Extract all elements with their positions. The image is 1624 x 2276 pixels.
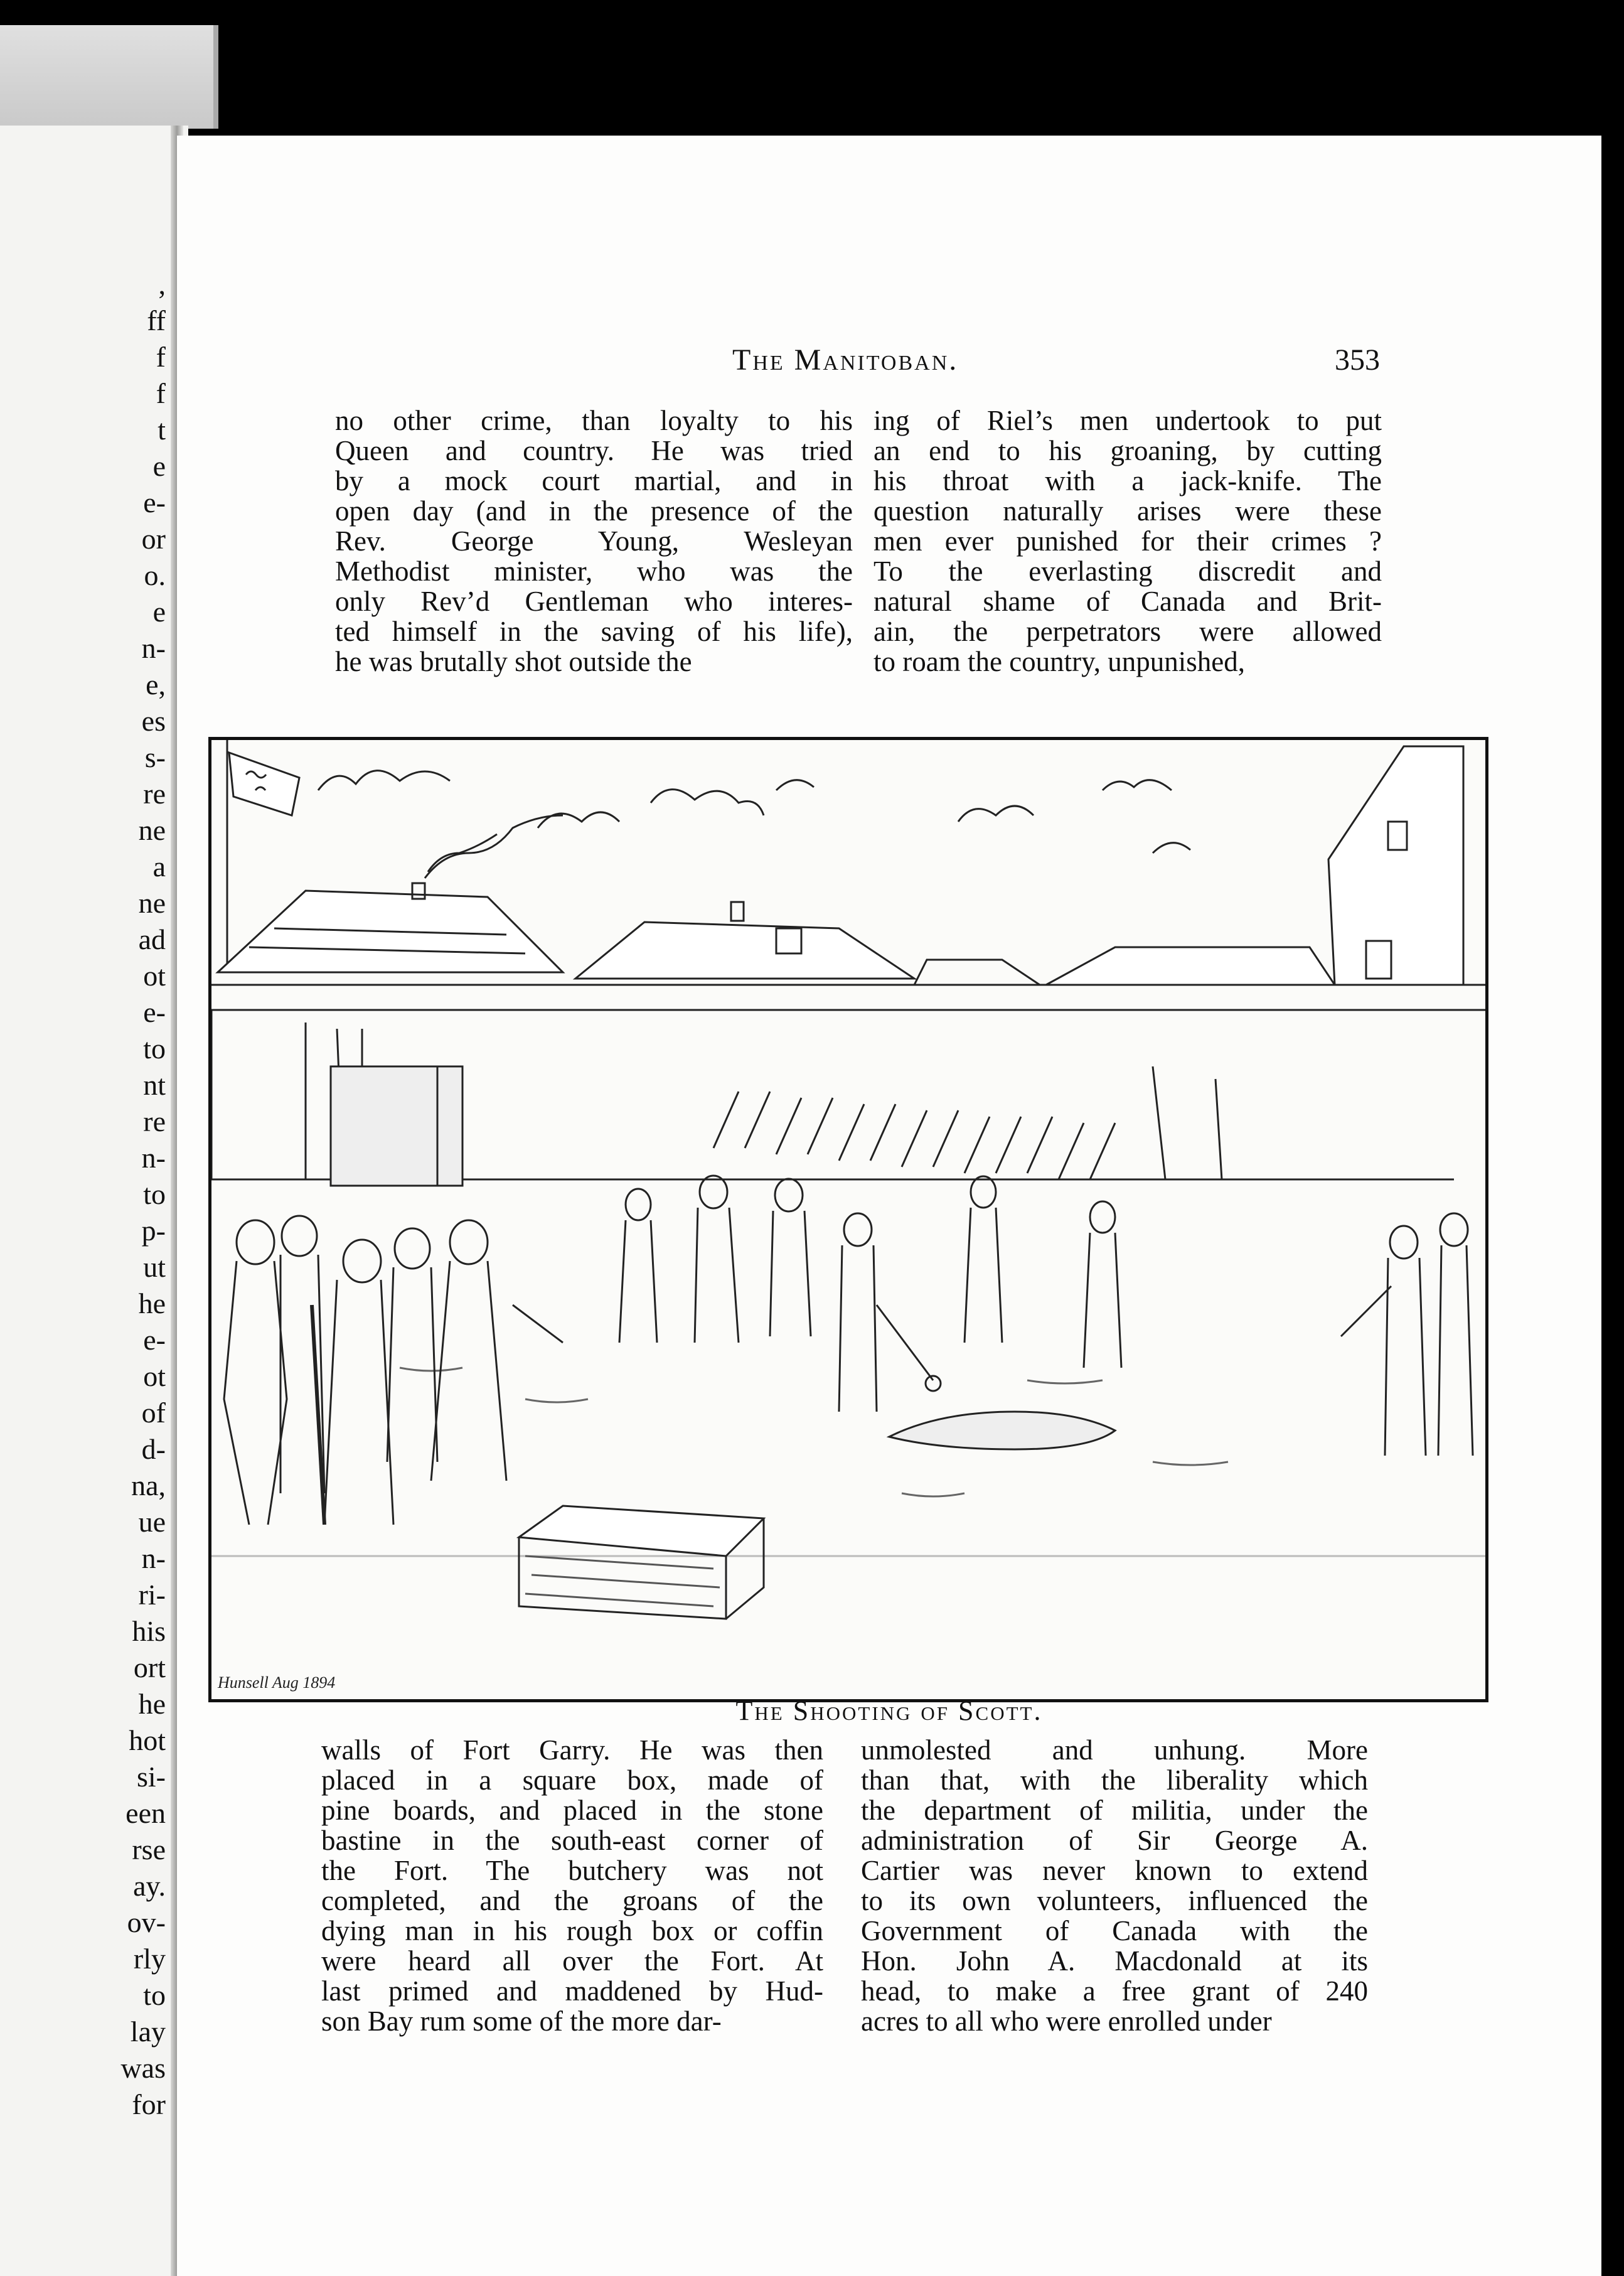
text-line: the department of militia, under the bbox=[861, 1795, 1368, 1826]
left-page-fragment: of bbox=[141, 1397, 166, 1429]
running-title: The Manitoban. bbox=[732, 343, 959, 377]
page-number: 353 bbox=[1335, 343, 1380, 377]
stacked-page-edge bbox=[0, 25, 218, 129]
left-page-fragment: a bbox=[152, 851, 166, 883]
text-line: bastine in the south-east corner of bbox=[321, 1825, 823, 1856]
building-roof-right bbox=[1046, 947, 1335, 985]
left-page-fragment: een bbox=[126, 1797, 166, 1829]
text-line: were heard all over the Fort. At bbox=[321, 1945, 823, 1977]
text-line: administration of Sir George A. bbox=[861, 1825, 1368, 1856]
left-page-fragment: to bbox=[143, 1178, 166, 1210]
left-page-fragment: hot bbox=[129, 1724, 166, 1756]
left-page-fragment: nt bbox=[143, 1069, 166, 1101]
text-line: Hon. John A. Macdonald at its bbox=[861, 1945, 1368, 1977]
text-line: last primed and maddened by Hud- bbox=[321, 1975, 823, 2007]
text-line: natural shame of Canada and Brit- bbox=[873, 586, 1382, 617]
text-line: an end to his groaning, by cutting bbox=[873, 435, 1382, 466]
left-page-fragment: f bbox=[156, 377, 166, 409]
text-line: Rev. George Young, Wesleyan bbox=[335, 525, 853, 557]
left-page-fragment: was bbox=[120, 2052, 166, 2084]
fort-gateway bbox=[331, 1066, 462, 1186]
figures-right bbox=[1341, 1213, 1473, 1456]
text-line: son Bay rum some of the more dar- bbox=[321, 2005, 722, 2037]
text-line: unmolested and unhung. More bbox=[861, 1734, 1368, 1766]
fallen-figure bbox=[889, 1412, 1115, 1449]
text-line: only Rev’d Gentleman who interes- bbox=[335, 586, 853, 617]
left-page-fragment: n- bbox=[141, 1542, 166, 1574]
left-page-fragment: e- bbox=[143, 1324, 166, 1356]
text-line: To the everlasting discredit and bbox=[873, 556, 1382, 587]
text-line: to roam the country, unpunished, bbox=[873, 646, 1245, 677]
left-page-fragment: e bbox=[152, 596, 166, 628]
text-line: walls of Fort Garry. He was then bbox=[321, 1734, 823, 1766]
text-line: Government of Canada with the bbox=[861, 1915, 1368, 1946]
left-page-fragment: ot bbox=[143, 1360, 166, 1392]
text-line: pine boards, and placed in the stone bbox=[321, 1795, 823, 1826]
text-line: the Fort. The butchery was not bbox=[321, 1855, 823, 1886]
left-page-fragment: s- bbox=[144, 741, 166, 773]
previous-page-margin bbox=[0, 126, 188, 2276]
text-line: open day (and in the presence of the bbox=[335, 495, 853, 527]
left-page-fragment: o. bbox=[144, 559, 166, 591]
column-top-right bbox=[873, 405, 1382, 677]
left-page-fragment: ri- bbox=[138, 1579, 166, 1611]
flag bbox=[229, 753, 299, 815]
left-page-fragment: ot bbox=[143, 960, 166, 992]
left-page-fragment: d- bbox=[141, 1433, 166, 1465]
column-top-left bbox=[335, 405, 853, 677]
left-page-fragment: p- bbox=[141, 1215, 166, 1247]
left-page-fragment: ort bbox=[133, 1651, 166, 1683]
left-page-fragment: e bbox=[152, 450, 166, 482]
text-line: Methodist minister, who was the bbox=[335, 556, 853, 587]
left-page-fragment: he bbox=[138, 1287, 166, 1319]
left-page-fragment: or bbox=[141, 523, 166, 555]
bastion-tower bbox=[1328, 746, 1463, 985]
left-page-fragment: ne bbox=[138, 814, 166, 846]
text-line: ain, the perpetrators were allowed bbox=[873, 616, 1382, 647]
text-line: by a mock court martial, and in bbox=[335, 465, 853, 497]
left-page-fragment: lay bbox=[130, 2016, 166, 2048]
left-page-fragment: ov- bbox=[127, 1906, 166, 1938]
left-page-fragment: e, bbox=[146, 668, 166, 701]
text-line: Queen and country. He was tried bbox=[335, 435, 853, 466]
left-page-fragment: his bbox=[132, 1615, 166, 1647]
text-line: placed in a square box, made of bbox=[321, 1764, 823, 1796]
text-line: ted himself in the saving of his life), bbox=[335, 616, 853, 647]
left-page-fragment: to bbox=[143, 1033, 166, 1065]
left-page-fragment: rly bbox=[133, 1943, 166, 1975]
left-page-fragment: he bbox=[138, 1688, 166, 1720]
text-line: his throat with a jack-knife. The bbox=[873, 465, 1382, 497]
text-line: Cartier was never known to extend bbox=[861, 1855, 1368, 1886]
column-bottom-right bbox=[861, 1735, 1368, 2036]
illustration-shooting-of-scott bbox=[208, 737, 1488, 1702]
text-line: than that, with the liberality which bbox=[861, 1764, 1368, 1796]
left-page-fragment: ne bbox=[138, 887, 166, 919]
text-line: head, to make a free grant of 240 bbox=[861, 1975, 1368, 2007]
left-page-fragment: e- bbox=[143, 486, 166, 518]
left-page-fragment: e- bbox=[143, 996, 166, 1028]
text-line: dying man in his rough box or coffin bbox=[321, 1915, 823, 1946]
text-line: no other crime, than loyalty to his bbox=[335, 405, 853, 436]
text-line: acres to all who were enrolled under bbox=[861, 2005, 1272, 2037]
left-page-fragment: n- bbox=[141, 632, 166, 664]
page bbox=[177, 136, 1601, 2276]
left-page-fragment: ad bbox=[138, 923, 166, 955]
left-page-fragment: f bbox=[156, 341, 166, 373]
left-page-fragment: es bbox=[141, 705, 166, 737]
text-line: question naturally arises were these bbox=[873, 495, 1382, 527]
left-page-fragment: ay. bbox=[133, 1870, 166, 1902]
left-page-fragment: si- bbox=[137, 1761, 166, 1793]
column-bottom-left bbox=[321, 1735, 823, 2036]
left-page-fragment: ff bbox=[147, 304, 166, 336]
text-line: to its own volunteers, influenced the bbox=[861, 1885, 1368, 1916]
building-roof-center bbox=[575, 922, 914, 979]
left-page-fragment: na, bbox=[131, 1469, 166, 1501]
artist-signature: Hunsell Aug 1894 bbox=[218, 1673, 336, 1692]
left-page-fragment: n- bbox=[141, 1142, 166, 1174]
left-page-fragment: rse bbox=[132, 1833, 166, 1865]
figure-caption: The Shooting of Scott. bbox=[735, 1695, 1043, 1726]
left-page-fragment: ut bbox=[143, 1251, 166, 1283]
crowd-left bbox=[224, 1216, 563, 1525]
left-page-fragment: to bbox=[143, 1979, 166, 2011]
left-page-fragment: for bbox=[132, 2088, 166, 2120]
left-page-fragment: t bbox=[158, 414, 166, 446]
left-page-fragment: re bbox=[143, 1105, 166, 1137]
left-page-fragment: re bbox=[143, 778, 166, 810]
left-page-fragment: ue bbox=[138, 1506, 166, 1538]
text-line: ing of Riel’s men undertook to put bbox=[873, 405, 1382, 436]
text-line: men ever punished for their crimes ? bbox=[873, 525, 1382, 557]
left-page-fragment: , bbox=[158, 268, 166, 300]
officers-center bbox=[619, 1176, 1121, 1412]
text-line: he was brutally shot outside the bbox=[335, 646, 692, 677]
coffin-lid bbox=[519, 1506, 764, 1556]
text-line: completed, and the groans of the bbox=[321, 1885, 823, 1916]
running-head bbox=[177, 343, 1601, 380]
